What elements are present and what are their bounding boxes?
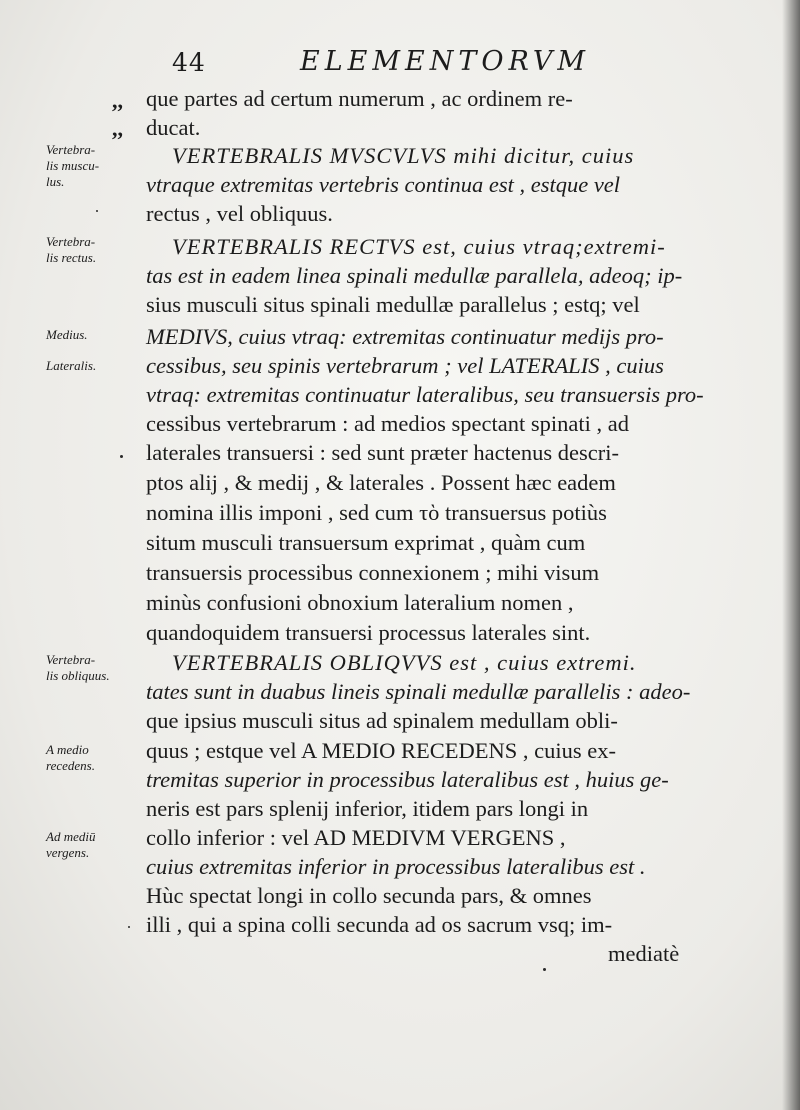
text-line: tas est in eadem linea spinali medullæ parallela, adeoq; ip-	[146, 263, 683, 288]
text-line: sius musculi situs spinali medullæ parallelus ; estq; vel	[146, 292, 640, 317]
text-line: VERTEBRALIS MVSCVLVS mihi dicitur, cuius	[172, 143, 635, 168]
text-line: nomina illis imponi , sed cum τὸ transuersus potiùs	[146, 500, 607, 525]
ink-speck	[543, 968, 546, 971]
text-line: laterales transuersi : sed sunt præter hactenus descri-	[146, 440, 619, 465]
text-line: ptos alij , & medij , & laterales . Possent hæc eadem	[146, 470, 616, 495]
text-line: tates sunt in duabus lineis spinali medullæ parallelis : adeo-	[146, 679, 691, 704]
margin-note: Vertebra- lis rectus.	[46, 234, 97, 265]
quote-mark: ,,	[112, 88, 123, 113]
page-number: 44	[172, 48, 206, 77]
text-line: vtraque extremitas vertebris continua est , estque vel	[146, 172, 621, 197]
text-line: que partes ad certum numerum , ac ordinem re-	[146, 86, 573, 111]
margin-note: Vertebra- lis obliquus.	[46, 652, 110, 683]
text-line: VERTEBRALIS RECTVS est, cuius vtraq;extremi-	[172, 234, 666, 259]
text-line: cessibus, seu spinis vertebrarum ; vel LATERALIS , cuius	[146, 353, 664, 378]
ink-speck	[120, 455, 123, 458]
text-line: collo inferior : vel AD MEDIVM VERGENS ,	[146, 825, 566, 850]
text-line: mediatè	[608, 941, 680, 966]
ink-speck	[96, 210, 98, 212]
text-line: MEDIVS, cuius vtraq: extremitas continuatur medijs pro-	[146, 324, 664, 349]
text-line: transuersis processibus connexionem ; mihi visum	[146, 560, 600, 585]
text-line: Hùc spectat longi in collo secunda pars, & omnes	[146, 883, 592, 908]
text-line: cuius extremitas inferior in processibus lateralibus est .	[146, 854, 646, 879]
text-line: situm musculi transuersum exprimat , quàm cum	[146, 530, 586, 555]
running-title: ELEMENTORVM	[300, 46, 590, 77]
margin-note: A medio recedens.	[46, 742, 95, 773]
text-line: illi , qui a spina colli secunda ad os sacrum vsq; im-	[146, 912, 613, 937]
text-line: que ipsius musculi situs ad spinalem medullam obli-	[146, 708, 618, 733]
text-line: VERTEBRALIS OBLIQVVS est , cuius extremi.	[172, 650, 637, 675]
text-line: cessibus vertebrarum : ad medios spectant spinati , ad	[146, 411, 629, 436]
quote-mark: ,,	[112, 116, 123, 141]
margin-note: Ad mediū vergens.	[46, 829, 96, 860]
text-line: minùs confusioni obnoxium lateralium nomen ,	[146, 590, 574, 615]
text-line: tremitas superior in processibus lateralibus est , huius ge-	[146, 767, 669, 792]
text-line: neris est pars splenij inferior, itidem pars longi in	[146, 796, 589, 821]
margin-note: Vertebra- lis muscu- lus.	[46, 142, 100, 189]
margin-note: Medius.	[46, 327, 88, 342]
margin-note: Lateralis.	[46, 358, 97, 373]
ink-speck	[128, 926, 130, 928]
text-line: quandoquidem transuersi processus laterales sint.	[146, 620, 591, 645]
text-line: quus ; estque vel A MEDIO RECEDENS , cuius ex-	[146, 738, 616, 763]
text-line: vtraq: extremitas continuatur lateralibus, seu transuersis pro-	[146, 382, 704, 407]
text-line: rectus , vel obliquus.	[146, 201, 333, 226]
text-line: ducat.	[146, 115, 201, 140]
